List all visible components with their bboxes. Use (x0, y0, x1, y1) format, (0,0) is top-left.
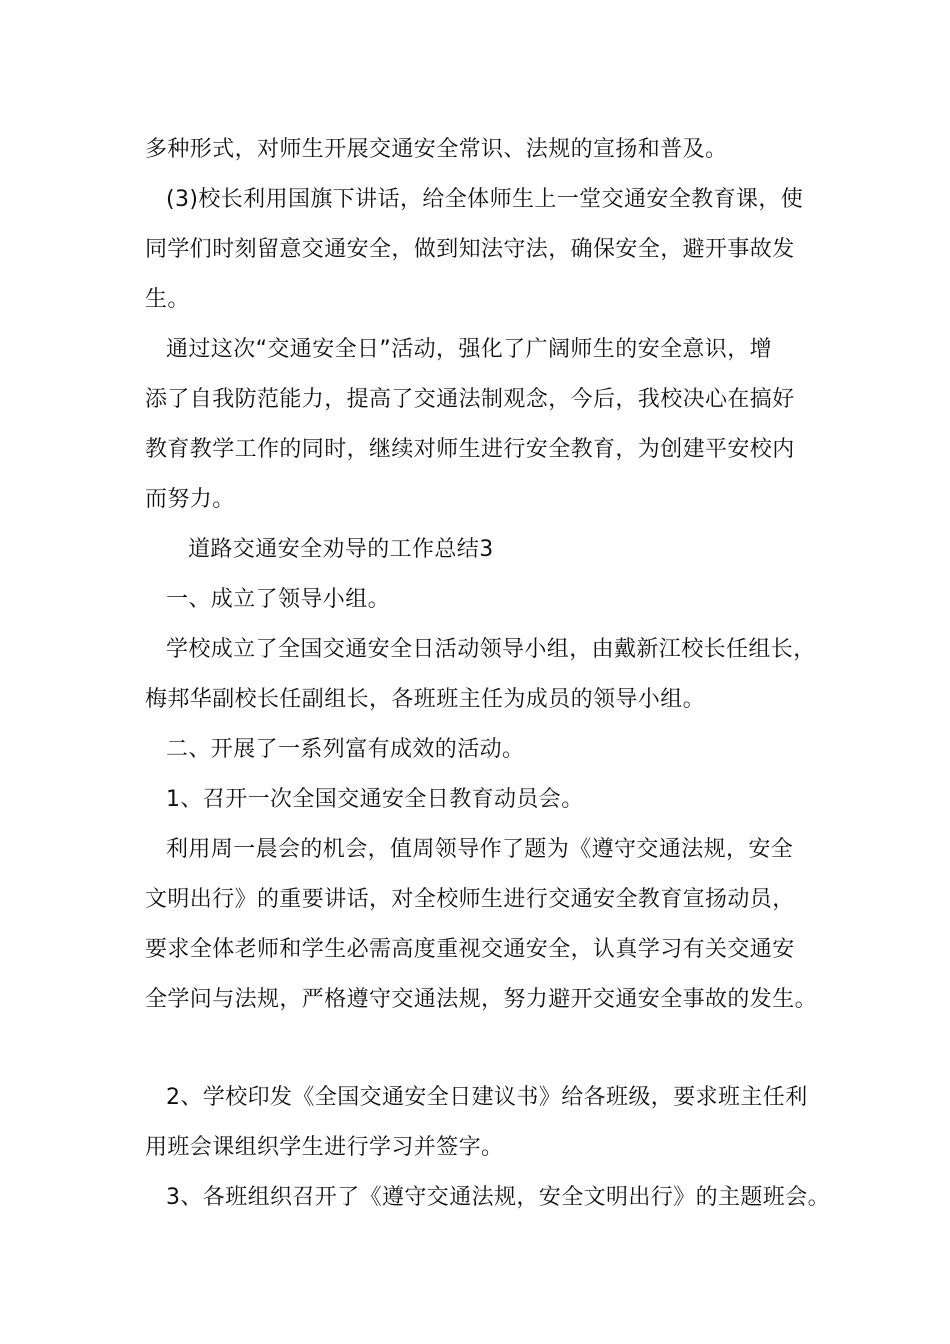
text-line: 要求全体老师和学生必需高度重视交通安全，认真学习有关交通安 (145, 937, 795, 962)
text-line: 学校成立了全国交通安全日活动领导小组，由戴新江校长任组长， (166, 637, 816, 662)
text-line: 多种形式，对师生开展交通安全常识、法规的宣扬和普及。 (145, 137, 728, 162)
text-line: 添了自我防范能力，提高了交通法制观念，今后，我校决心在搞好 (145, 387, 795, 412)
text-line: 而努力。 (145, 487, 235, 512)
text-line: 2、学校印发《全国交通安全日建议书》给各班级，要求班主任利 (166, 1085, 808, 1110)
text-line: (3)校长利用国旗下讲话，给全体师生上一堂交通安全教育课，使 (166, 187, 804, 212)
text-line: 全学问与法规，严格遵守交通法规，努力避开交通安全事故的发生。 (145, 987, 818, 1012)
text-line: 通过这次“交通安全日”活动，强化了广阔师生的安全意识，增 (166, 337, 772, 362)
text-line: 利用周一晨会的机会，值周领导作了题为《遵守交通法规，安全 (166, 837, 794, 862)
text-line: 二、开展了一系列富有成效的活动。 (166, 737, 525, 762)
text-line: 生。 (145, 287, 190, 312)
text-line: 教育教学工作的同时，继续对师生进行安全教育，为创建平安校内 (145, 437, 795, 462)
text-line: 1、召开一次全国交通安全日教育动员会。 (166, 787, 584, 812)
text-line: 用班会课组织学生进行学习并签字。 (145, 1135, 504, 1160)
text-line: 3、各班组织召开了《遵守交通法规，安全文明出行》的主题班会。 (166, 1185, 830, 1210)
text-line: 同学们时刻留意交通安全，做到知法守法，确保安全，避开事故发 (145, 237, 795, 262)
section-heading: 道路交通安全劝导的工作总结3 (188, 537, 494, 562)
text-line: 梅邦华副校长任副组长，各班班主任为成员的领导小组。 (145, 687, 706, 712)
text-line: 一、成立了领导小组。 (166, 587, 391, 612)
text-line: 文明出行》的重要讲话，对全校师生进行交通安全教育宣扬动员， (145, 887, 795, 912)
